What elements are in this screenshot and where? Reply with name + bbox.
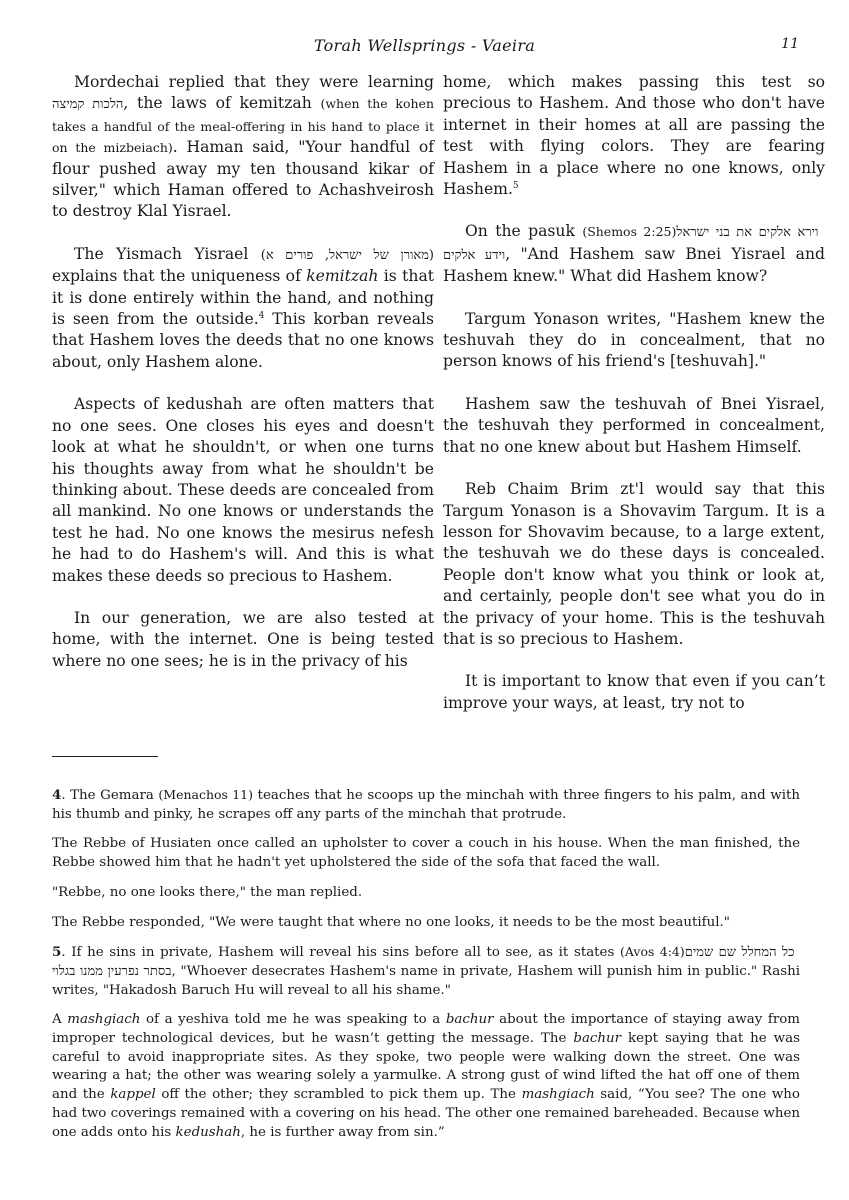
text-run: of a yeshiva told me he was speaking to a: [140, 1012, 446, 1028]
text-run: , he is further away from sin.”: [240, 1124, 445, 1140]
footnote-5-story: [52, 1011, 800, 1142]
hebrew-verse: וירא אלקים את בני ישראל וידע אלקים: [443, 225, 825, 263]
text-run: On the pasuk: [465, 222, 583, 241]
footnote-5: [52, 943, 800, 1000]
text-run: , "And Hashem saw Bnei Yisrael and Hashem knew." What did Hashem know?: [443, 244, 825, 286]
footnote-4-reply: "Rebbe, no one looks there," the man replied.: [52, 884, 363, 900]
paragraph-teshuvah: Hashem saw the teshuvah of Bnei Yisrael, the teshuvah they performed in concealment, that no one knew about but Hashem Himself.: [443, 394, 825, 456]
footnote-divider: [52, 756, 158, 757]
italic-term: bachur: [445, 1012, 494, 1028]
text-run: Mordechai replied that they were learning: [74, 73, 434, 91]
paragraph-yismach-yisrael: [52, 244, 434, 373]
footnote-ref: 5: [512, 180, 519, 191]
footnote-4-response: The Rebbe responded, "We were taught that where no one looks, it needs to be the most beautiful.": [52, 914, 730, 930]
paragraph-pasuk: [443, 221, 825, 287]
page-number: 11: [781, 36, 799, 52]
paragraph-important: It is important to know that even if you can’t improve your ways, at least, try not to: [443, 672, 825, 712]
text-run: said, “You see? The one who had two coverings remained with a covering on his head. The other one remained bareheaded. Because when one adds onto his: [52, 1087, 800, 1140]
text-run: A: [52, 1012, 68, 1028]
italic-term: mashgiach: [521, 1087, 595, 1103]
italic-term: kedushah: [175, 1124, 241, 1140]
footnotes-section: [52, 786, 800, 1153]
text-run: This korban reveals that Hashem loves the deeds that no one knows about, only Hashem alone.: [52, 310, 434, 371]
right-column: [443, 72, 825, 714]
paragraph-reb-chaim: Reb Chaim Brim zt'l would say that this Targum Yonason is a Shovavim Targum. It is a lesson for Shovavim because, to a large extent, the teshuvah we do these days is concealed. People don't know what you think or look at, and certainly, people don't see what you do in the privacy of your home. This is the teshuvah that is so precious to Hashem.: [443, 480, 825, 648]
italic-term: bachur: [573, 1031, 622, 1047]
italic-term: kappel: [110, 1087, 156, 1103]
hebrew-text: הלכות קמיצה: [52, 97, 124, 113]
paragraph-kedushah: Aspects of kedushah are often matters that no one sees. One closes his eyes and doesn't look at what he shouldn't, or when one turns his thoughts away from what he shouldn't be thinking about. These deeds are concealed from all mankind. No one knows or understands the test he had. No one knows the mesirus nefesh he had to do Hashem's will. And this is what makes these deeds so precious to Hashem.: [52, 395, 434, 585]
footnote-number: 4: [52, 787, 62, 803]
paragraph-generation: In our generation, we are also tested at home, with the internet. One is being tested where no one sees; he is in the privacy of his: [52, 608, 434, 670]
hebrew-source: (מאורן של ישראל, פורים א): [260, 247, 435, 263]
text-run: about the importance of staying away from improper technological devices, but he wasn’t getting the message. The: [52, 1012, 801, 1047]
page-header: [0, 36, 849, 56]
text-run: off the other; they scrambled to pick them up. The: [155, 1087, 522, 1103]
running-title: Torah Wellsprings - Vaeira: [313, 36, 536, 55]
paragraph-kemitzah: [52, 72, 434, 223]
text-run: teaches that he scoops up the minchah with three fingers to his palm, and with his thumb and pinky, he scrapes off any parts of the minchah that protrude.: [52, 788, 800, 822]
text-run: . Haman said, "Your handful of flour pushed away my ten thousand kikar of silver," which Haman offered to Achashveirosh to destroy Klal Yisrael.: [52, 138, 434, 221]
text-run: The Yismach Yisrael: [74, 244, 261, 263]
source-citation: (Avos 4:4): [620, 944, 685, 960]
text-run: . The Gemara: [61, 788, 159, 803]
footnote-4: [52, 786, 800, 824]
parenthetical-note: (when the kohen takes a handful of the meal-offering in his hand to place it on the mizbeiach): [52, 96, 434, 156]
footnote-4-story: The Rebbe of Husiaten once called an upholster to cover a couch in his house. When the man finished, the Rebbe showed him that he hadn't yet upholstered the side of the sofa that faced the wall.: [52, 836, 800, 871]
source-citation: (Shemos 2:25): [582, 224, 677, 240]
text-run: , the laws of kemitzah: [123, 94, 321, 113]
text-run: . If he sins in private, Hashem will reveal his sins before all to see, as it states: [61, 945, 620, 961]
paragraph-targum: Targum Yonason writes, "Hashem knew the teshuvah they do in concealment, that no person knows of his friend's [teshuvah].": [443, 309, 825, 371]
italic-term: kemitzah: [306, 267, 379, 286]
text-run: explains that the uniqueness of: [52, 267, 307, 286]
paragraph-internet: [443, 72, 825, 200]
footnote-number: 5: [52, 944, 62, 961]
text-run: home, which makes passing this test so precious to Hashem. And those who don't have internet in their homes at all are passing the test with flying colors. They are fearing Hashem in a place where no one knows, only Hashem.: [443, 73, 825, 199]
left-column: [52, 72, 434, 672]
text-run: is that it is done entirely within the hand, and nothing is seen from the outside.: [52, 267, 435, 329]
text-run: kept saying that he was careful to avoid inappropriate sites. As they spoke, two people were walking down the street. One was wearing a hat; the other was wearing solely a yarmulke. A strong gust of wind lifted the hat off one of them and the: [52, 1031, 800, 1103]
footnote-ref: 4: [258, 310, 265, 321]
italic-term: mashgiach: [67, 1012, 141, 1028]
hebrew-quote: כל המחלל שם שמים בסתר נפרעין ממנו בגלוי: [52, 945, 800, 979]
text-run: , "Whoever desecrates Hashem's name in private, Hashem will punish him in public." Rashi writes, "Hakadosh Baruch Hu will reveal to all his shame.": [52, 963, 800, 998]
source-citation: (Menachos 11): [158, 787, 254, 802]
